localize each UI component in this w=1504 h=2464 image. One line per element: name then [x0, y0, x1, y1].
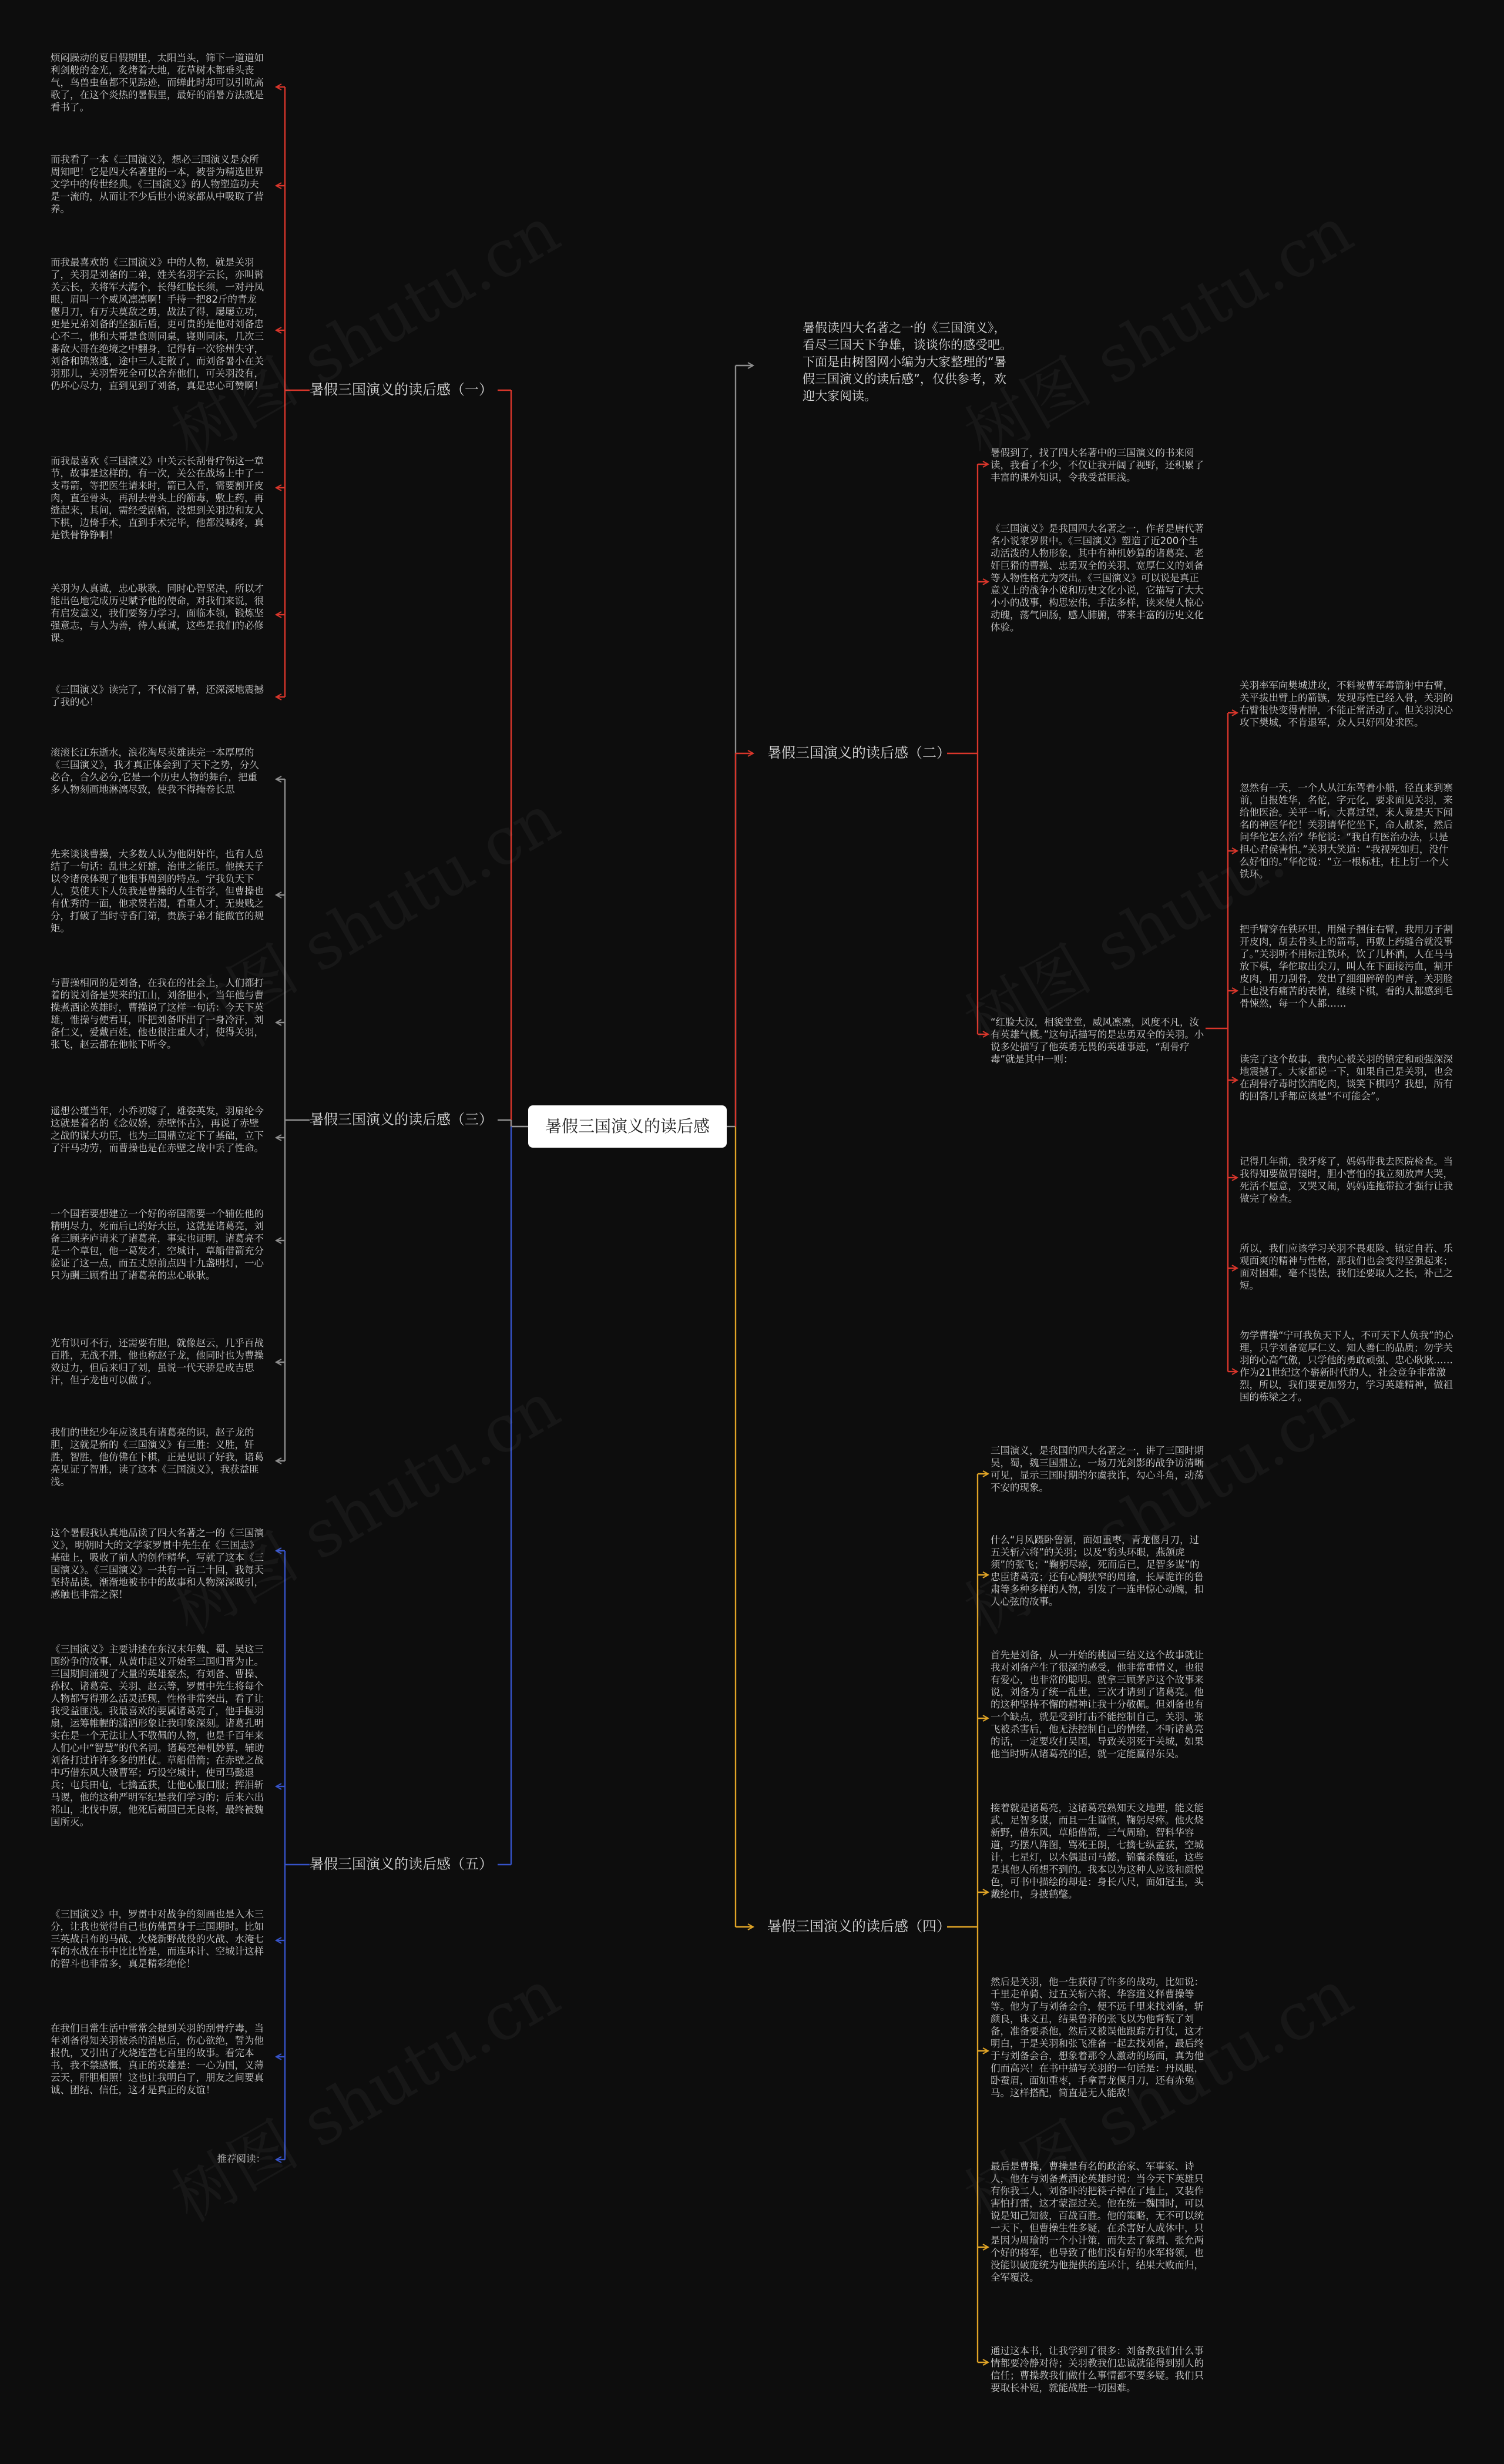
intro-node[interactable]: 暑假读四大名著之一的《三国演义》，看尽三国天下争雄，谈谈你的感受吧。下面是由树图网小编为大家整理的“暑假三国演义的读后感”，仅供参考，欢迎大家阅读。 [803, 321, 1012, 403]
leaf-node[interactable]: 《三国演义》读完了，不仅消了暑，还深深地震撼了我的心！ [51, 684, 264, 708]
leaf-node[interactable]: 遥想公瑾当年，小乔初嫁了，雄姿英发，羽扇纶今这就是着名的《念奴娇，赤壁怀古》，再说了赤壁之战的谋大功臣，也为三国鼎立定下了基础，立下了汗马功劳，而曹操也是在赤壁之战中丢了性命。 [51, 1105, 264, 1154]
branch-title-3[interactable]: 暑假三国演义的读后感（三） [310, 1111, 493, 1128]
leaf-node[interactable]: 《三国演义》是我国四大名著之一，作者是唐代著名小说家罗贯中。《三国演义》塑造了近200个生动活泼的人物形象，其中有神机妙算的诸葛亮、老奸巨猾的曹操、忠勇双全的关羽、宽厚仁义的刘备等人物性格尤为突出。《三国演义》可以说是真正意义上的战争小说和历史文化小说，它描写了大大小小的战事，构思宏伟，手法多样，读来使人惊心动魄，荡气回肠，感人肺腑，带来丰富的历史文化体验。 [991, 523, 1204, 633]
sub-leaf-node[interactable]: 所以，我们应该学习关羽不畏艰险、镇定自若、乐观面爽的精神与性格，那我们也会变得坚强起来；面对困难，毫不畏怯，我们还要取人之长，补己之短。 [1240, 1243, 1453, 1291]
leaf-node[interactable]: 推荐阅读： [217, 2153, 266, 2164]
branch-title-1[interactable]: 暑假三国演义的读后感（一） [310, 381, 493, 398]
branch-title-4[interactable]: 暑假三国演义的读后感（四） [767, 1918, 951, 1935]
leaf-node[interactable]: 《三国演义》主要讲述在东汉末年魏、蜀、吴这三国纷争的故事，从黄巾起义开始至三国归晋为止。三国期间涌现了大量的英雄豪杰，有刘备、曹操、孙权、诸葛亮、关羽、赵云等，罗贯中先生将每个人物都写得那么活灵活现，性格非常突出，看了让我受益匪浅。我最喜欢的要属诸葛亮了，他手握羽扇，运筹帷幄的潇洒形象让我印象深刻。诸葛孔明实在是一个无法让人不敬佩的人物，也是千百年来人们心中“智慧”的代名词。诸葛亮神机妙算，辅助刘备打过许许多多的胜仗。草船借箭；在赤壁之战中巧借东风大破曹军；巧设空城计，使司马懿退兵；屯兵田屯，七擒孟获，让他心服口服；挥泪斩马谡，他的这种严明军纪是我们学习的；后来六出祁山，北伐中原，他死后蜀国已无良将，最终被魏国所灭。 [51, 1644, 264, 1828]
leaf-node[interactable]: 而我最喜欢《三国演义》中关云长刮骨疗伤这一章节，故事是这样的，有一次，关公在战场上中了一支毒箭，等把医生请来时，箭已入骨，需要割开皮肉，直至骨头，再刮去骨头上的箭毒，敷上药，再缝起来，其间，需经受剧痛，没想到关羽边和友人下棋，边倚手术，直到手术完毕，他都没喊疼，真是铁骨铮铮啊！ [51, 455, 264, 541]
leaf-node[interactable]: 这个暑假我认真地品读了四大名著之一的《三国演义》，明朝时大的文学家罗贯中先生在《三国志》基础上，吸收了前人的创作精华，写就了这本《三国演义》。《三国演义》一共有一百二十回，我每天坚持品读，渐渐地被书中的故事和人物深深吸引，感触也非常之深！ [51, 1527, 264, 1600]
leaf-node[interactable]: “红脸大汉，相貌堂堂，威风凛凛，风度不凡，汝有英雄气概。”这句话描写的是忠勇双全的关羽。小说多处描写了他英勇无畏的英雄事迹，“刮骨疗毒”就是其中一则： [991, 1017, 1204, 1065]
leaf-node[interactable]: 我们的世纪少年应该具有诸葛亮的识，赵子龙的胆，这就是新的《三国演义》有三胜：义胜，奸胜，智胜，他仿佛在下棋，正是见识了好我，诸葛亮见证了智胜，读了这本《三国演义》，我获益匪浅。 [51, 1427, 264, 1487]
leaf-node[interactable]: 滚滚长江东逝水，浪花淘尽英雄读完一本厚厚的《三国演义》，我才真正体会到了天下之势，分久必合，合久必分,它是一个历史人物的舞台，把重多人物刻画地淋漓尽致，使我不得掩卷长思 [51, 747, 259, 795]
leaf-node[interactable]: 什么“月风蹑卧鲁洞，面如重枣，青龙偃月刀，过五关斩六将”的关羽；以及“豹头环眼，燕颔虎须”的张飞；“鞠躬尽瘁，死而后已，足智多谋”的忠臣诸葛亮；还有心胸狭窄的周瑜，长厚诡诈的鲁肃等多种多样的人物，引发了一连串惊心动魄，扣人心弦的故事。 [991, 1534, 1204, 1607]
leaf-node[interactable]: 最后是曹操，曹操是有名的政治家、军事家、诗人，他在与刘备煮酒论英雄时说：当今天下英雄只有你我二人，刘备吓的把筷子掉在了地上，又装作害怕打雷，这才蒙混过关。他在统一魏国时，可以说是知己知彼，百战百胜。他的策略，无不可以统一天下，但曹操生性多疑，在杀害好人成休中，只是因为周瑜的一个小计策，而失去了蔡瑁、张允两个好的将军，也导致了他们没有好的水军将领，也没能识破庞统为他提供的连环计，结果大败而归，全军覆没。 [991, 2161, 1204, 2283]
leaf-node[interactable]: 与曹操相同的是刘备，在我在的社会上，人们都打着的说刘备是哭来的江山，刘备胆小，当年他与曹操煮酒论英雄时，曹操说了这样一句话：今天下英雄，惟操与使君耳，吓把刘备吓出了一身冷汗，刘备仁义，爱戴百姓，他也很注重人才，使得关羽，张飞，赵云都在他帐下听令。 [51, 977, 264, 1050]
leaf-node[interactable]: 关羽为人真诚，忠心耿耿，同时心智坚决，所以才能出色地完成历史赋予他的使命，对我们来说，很有启发意义，我们要努力学习，面临本领，锻炼坚强意志，与人为善，待人真诚，这些是我们的必修课。 [51, 583, 264, 643]
sub-leaf-node[interactable]: 记得几年前，我牙疼了，妈妈带我去医院检查。当我得知要做胃镜时，胆小害怕的我立刻放声大哭，死活不愿意，又哭又闹，妈妈连拖带拉才强行让我做完了检查。 [1240, 1156, 1453, 1204]
leaf-node[interactable]: 接着就是诸葛亮，这诸葛亮熟知天文地理，能文能武，足智多谋，而且一生谨慎，鞠躬尽瘁。他火烧新野，借东风，草船借箭，三气周瑜，智料华容道，巧摆八阵图，骂死王朗，七擒七纵孟获，空城计，七星灯，以木偶退司马懿，锦囊杀魏延，这些是其他人所想不到的。我本以为这种人应该和颜悦色，可书中描绘的却是：身长八尺，面如冠玉，头戴纶巾，身披鹤氅。 [991, 1802, 1204, 1900]
leaf-node[interactable]: 而我最喜欢的《三国演义》中的人物，就是关羽了，关羽是刘备的二弟，姓关名羽字云长，亦叫髯关云长，关将军大海个，长得红脸长须，一对丹凤眼，眉叫一个威风凛凛啊！手持一把82斤的青龙偃月刀，有万夫莫敌之勇，战法了得，屡屡立功，更是兄弟刘备的坚强后盾，更可贵的是他对刘备忠心不二，他和大哥是食则同桌，寝则同床，几次三番敌大哥在绝境之中翻身，记得有一次徐州失守，刘备和锦煞逃，途中三人走散了，而刘备暑小在关羽那儿，关羽誓死全可以舍弃他们，可关羽没有，仍坏心尽力，直到见到了刘备，真是忠心可赞啊！ [51, 257, 264, 391]
root-node[interactable]: 暑假三国演义的读后感 [528, 1105, 727, 1148]
branch-title-2[interactable]: 暑假三国演义的读后感（二） [767, 745, 951, 761]
leaf-node[interactable]: 三国演义，是我国的四大名著之一，讲了三国时期吴，蜀，魏三国鼎立，一场刀光剑影的战争访清晰可见，显示三国时期的尔虞我诈，勾心斗角，动荡不安的现象。 [991, 1445, 1204, 1493]
leaf-node[interactable]: 在我们日常生活中常常会提到关羽的刮骨疗毒，当年刘备得知关羽被杀的消息后，伤心欲绝，誓为他报仇，又引出了火烧连营七百里的故事。看完本书，我不禁感慨，真正的英雄是：一心为国，义薄云天，肝胆相照！这也让我明白了，朋友之间要真诚、团结、信任，这才是真正的友谊！ [51, 2023, 264, 2096]
leaf-node[interactable]: 而我看了一本《三国演义》，想必三国演义是众所周知吧！它是四大名著里的一本，被誉为精选世界文学中的传世经典。《三国演义》的人物塑造功夫是一流的，从而让不少后世小说家都从中吸取了营养。 [51, 154, 264, 214]
leaf-node[interactable]: 《三国演义》中，罗贯中对战争的刻画也是入木三分，让我也觉得自己也仿佛置身于三国期时。比如三英战吕布的马战、火烧新野战役的火战、水淹七军的水战在书中比比皆是，而连环计、空城计这样的智斗也非常多，真是精彩绝伦！ [51, 1909, 264, 1969]
branch-title-5[interactable]: 暑假三国演义的读后感（五） [310, 1856, 493, 1872]
leaf-node[interactable]: 然后是关羽，他一生获得了许多的战功，比如说：千里走单骑、过五关斩六将、华容道义释曹操等等。他为了与刘备会合，便不远千里来找刘备，斩颜良，诛文丑，结果鲁莽的张飞以为他背叛了刘备，准备要杀他，然后又被误他跟踪方打仗，这才明白，于是关羽和张飞准备一起去找刘备，最后终于与刘备会合，想象着那令人激动的场面，真为他们而高兴！在书中描写关羽的一句话是：丹凤眼，卧蚕眉，面如重枣，手拿青龙偃月刀，还有赤兔马。这样搭配，简直是无人能敌！ [991, 1976, 1204, 2098]
leaf-node[interactable]: 烦闷躁动的夏日假期里，太阳当头，筛下一道道如利剑般的金光，炙烤着大地，花草树木都垂头丧气，鸟兽虫鱼都不见踪迹，而蝉此时却可以引吭高歌了，在这个炎热的暑假里，最好的消暑方法就是看书了。 [51, 52, 264, 113]
leaf-node[interactable]: 暑假到了，找了四大名著中的三国演义的书来阅读，我看了不少，不仅让我开阔了视野，还积累了丰富的课外知识，令我受益匪浅。 [991, 447, 1204, 483]
leaf-node[interactable]: 光有识可不行，还需要有胆，就像赵云，几乎百战百胜，无战不胜，他也称赵子龙，他同时也为曹操效过力，但后来归了刘，虽说一代天骄是成吉思汗，但子龙也可以做了。 [51, 1337, 264, 1386]
leaf-node[interactable]: 首先是刘备，从一开始的桃园三结义这个故事就让我对刘备产生了很深的感受，他非常重情义，也很有爱心，也非常的聪明。就拿三顾茅庐这个故事来说，刘备为了统一乱世，三次才请到了诸葛亮。他的这种坚持不懈的精神让我十分敬佩。但刘备也有一个缺点，就是受到打击不能控制自己，关羽、张飞被杀害后，他无法控制自己的情绪，不听诸葛亮的话，一定要攻打吴国，导致关羽死于关城，如果他当时听从诸葛亮的话，就一定能赢得东吴。 [991, 1650, 1204, 1759]
sub-leaf-node[interactable]: 勿学曹操“宁可我负天下人，不可天下人负我”的心理，只学刘备宽厚仁义、知人善仁的品质；勿学关羽的心高气傲，只学他的勇敢顽强、忠心耿耿……作为21世纪这个崭新时代的人，社会竞争非常激烈，所以，我们要更加努力，学习英雄精神，做祖国的栋梁之才。 [1240, 1330, 1453, 1403]
leaf-node[interactable]: 通过这本书，让我学到了很多：刘备教我们什么事情都要冷静对待；关羽教我们忠诚就能得到别人的信任；曹操教我们做什么事情都不要多疑。我们只要取长补短，就能战胜一切困难。 [991, 2345, 1204, 2393]
leaf-node[interactable]: 一个国若要想建立一个好的帝国需要一个辅佐他的精明尽力，死而后已的好大臣，这就是诸葛亮，刘备三顾茅庐请来了诸葛亮，事实也证明，诸葛亮不是一个草包，他一葛发才，空城计，草船借箭充分验证了这一点，而五丈原前点四十九盏明灯，一心只为酬三顾看出了诸葛亮的忠心耿耿。 [51, 1208, 264, 1281]
sub-leaf-node[interactable]: 读完了这个故事，我内心被关羽的镇定和顽强深深地震撼了。大家都说一下，如果自己是关羽，也会在刮骨疗毒时饮酒吃肉，谈笑下棋吗？我想，所有的回答几乎都应该是“不可能会”。 [1240, 1054, 1453, 1102]
leaf-node[interactable]: 先来谈谈曹操，大多数人认为他阴奸诈，也有人总结了一句话：乱世之奸雄，治世之能臣。他挟天子以令诸侯体现了他很事周到的特点。宁我负天下人，莫使天下人负我是曹操的人生哲学，但曹操也有优秀的一面，他求贤若渴，看重人才，无贵贱之分，打破了当时寺香门第，贵族子弟才能做官的规矩。 [51, 849, 264, 934]
sub-leaf-node[interactable]: 忽然有一天，一个人从江东驾着小船，径直来到寨前，自报姓华，名佗，字元化，要求面见关羽，来给他医治。关平一听，大喜过望，来人竟是天下闻名的神医华佗！关羽请华佗坐下，命人献茶，然后问华佗怎么治？华佗说：“我自有医治办法，只是担心君侯害怕。”关羽大笑道：“我视死如归，没什么好怕的。”华佗说：“立一根标柱，柱上钉一个大铁环。 [1240, 782, 1453, 880]
sub-leaf-node[interactable]: 把手臂穿在铁环里，用绳子捆住右臂，我用刀子割开皮肉，刮去骨头上的箭毒，再敷上药缝合就没事了。”关羽听不用标注铁环，饮了几杯酒，人在马马放下棋，华佗取出尖刀，叫人在下面接污血，割开皮肉，用刀刮骨，发出了细细碎碎的声音，关羽脸上也没有痛苦的表情，继续下棋，看的人都感到毛骨悚然，每一个人都…… [1240, 924, 1453, 1009]
sub-leaf-node[interactable]: 关羽率军向樊城进攻，不料被曹军毒箭射中右臂，关平拔出臂上的箭镞，发现毒性已经入骨，关羽的右臂很快变得青肿，不能正常活动了。但关羽决心攻下樊城，不肯退军，众人只好四处求医。 [1240, 680, 1453, 728]
